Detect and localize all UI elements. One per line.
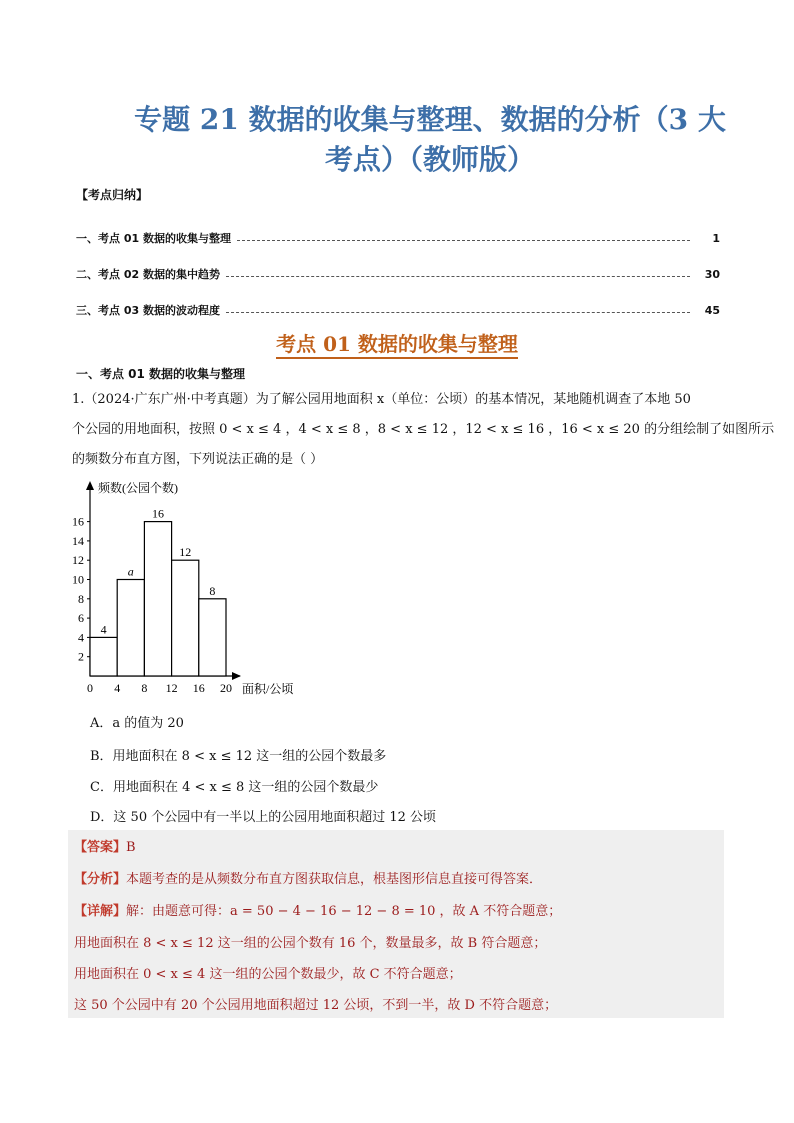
y-tick-label: 12 xyxy=(72,553,84,568)
page-title-line-2: 考点）（教师版） xyxy=(324,143,535,176)
toc-heading: 【考点归纳】 xyxy=(76,188,149,202)
x-tick-label: 4 xyxy=(114,681,121,695)
question-line-2: 个公园的用地面积，按照 0 < x ≤ 4 ，4 < x ≤ 8 ，8 < x ≤ 12 ，12 < x ≤ 16 ，16 < x ≤ 20 的分组绘制了如图所示 xyxy=(72,422,775,437)
y-axis-label: 频数(公园个数) xyxy=(98,481,178,495)
histogram-bar xyxy=(90,637,117,676)
question-line-1: 1.（2024·广东广州·中考真题）为了解公园用地面积 x（单位：公顷）的基本情况，某地随机调查了本地 50 xyxy=(72,392,691,407)
y-axis-arrow xyxy=(86,481,94,490)
page-title-line-1: 专题 21 数据的收集与整理、数据的分析（3 大 xyxy=(134,103,726,136)
histogram-chart xyxy=(60,478,320,708)
toc-item-3[interactable] xyxy=(76,301,720,319)
toc-item-page: 1 xyxy=(712,231,720,245)
toc-item-2[interactable] xyxy=(76,265,720,283)
x-tick-label: 8 xyxy=(141,681,148,695)
histogram-bar xyxy=(199,599,226,676)
toc-item-page: 30 xyxy=(704,267,720,281)
y-tick-label: 10 xyxy=(72,572,84,587)
analysis-line xyxy=(74,868,542,887)
toc-leader xyxy=(237,240,690,241)
y-tick-label: 8 xyxy=(78,591,84,606)
option-a: A．a 的值为 20 xyxy=(90,716,184,731)
answer-line xyxy=(74,836,136,855)
answer-text: B xyxy=(126,840,136,855)
analysis-text: 本题考查的是从频数分布直方图获取信息，根基图形信息直接可得答案． xyxy=(126,872,543,887)
bar-data-label: 4 xyxy=(100,622,107,637)
section-subheading: 一、考点 01 数据的收集与整理 xyxy=(76,367,246,381)
histogram-bar xyxy=(144,522,171,676)
bar-data-label: a xyxy=(127,564,134,579)
section-title: 考点 01 数据的收集与整理 xyxy=(276,332,518,359)
x-tick-label: 20 xyxy=(220,681,232,695)
detail-text: 解：由题意可得：a = 50 − 4 − 16 − 12 − 8 = 10 ，故 A 不符合题意； xyxy=(126,904,562,919)
toc-leader xyxy=(226,276,690,277)
toc-item-label: 三、考点 03 数据的波动程度 xyxy=(76,304,220,317)
x-tick-label: 0 xyxy=(87,681,93,695)
y-tick-label: 14 xyxy=(72,533,84,548)
detail-line-4: 用地面积在 8 < x ≤ 12 这一组的公园个数有 16 个，数量最多，故 B 符合题意； xyxy=(74,936,547,951)
histogram-bar xyxy=(117,580,144,677)
x-tick-label: 12 xyxy=(165,681,178,695)
detail-line-5: 用地面积在 0 < x ≤ 4 这一组的公园个数最少，故 C 不符合题意； xyxy=(74,967,462,982)
bar-data-label: 8 xyxy=(209,583,216,598)
bar-data-label: 12 xyxy=(179,545,192,560)
section-title-wrap xyxy=(0,328,794,357)
toc-item-label: 二、考点 02 数据的集中趋势 xyxy=(76,268,220,281)
detail-line xyxy=(74,900,561,919)
toc-leader xyxy=(226,312,690,313)
toc-item-label: 一、考点 01 数据的收集与整理 xyxy=(76,232,231,245)
question-line-3: 的频数分布直方图，下列说法正确的是（ ） xyxy=(72,452,324,467)
y-tick-label: 6 xyxy=(78,611,84,626)
detail-tag: 【详解】 xyxy=(74,904,127,919)
analysis-tag: 【分析】 xyxy=(74,872,127,887)
toc-item-1[interactable] xyxy=(76,229,720,247)
option-c: C．用地面积在 4 < x ≤ 8 这一组的公园个数最少 xyxy=(90,780,379,795)
histogram-svg xyxy=(60,478,320,708)
x-axis-label: 面积/公顷 xyxy=(242,682,294,696)
option-b: B．用地面积在 8 < x ≤ 12 这一组的公园个数最多 xyxy=(90,749,387,764)
answer-tag: 【答案】 xyxy=(74,840,127,855)
option-d: D．这 50 个公园中有一半以上的公园用地面积超过 12 公顷 xyxy=(90,810,437,825)
histogram-bar xyxy=(172,560,199,676)
y-tick-label: 4 xyxy=(78,630,84,645)
x-tick-label: 16 xyxy=(192,681,205,695)
bar-data-label: 16 xyxy=(152,506,164,521)
x-axis-arrow xyxy=(232,672,241,680)
y-tick-label: 2 xyxy=(78,649,84,664)
y-tick-label: 16 xyxy=(72,514,84,529)
answer-panel xyxy=(68,830,724,1018)
detail-line-6: 这 50 个公园中有 20 个公园用地面积超过 12 公顷，不到一半，故 D 不符合题意； xyxy=(74,998,558,1013)
toc-item-page: 45 xyxy=(704,303,720,317)
